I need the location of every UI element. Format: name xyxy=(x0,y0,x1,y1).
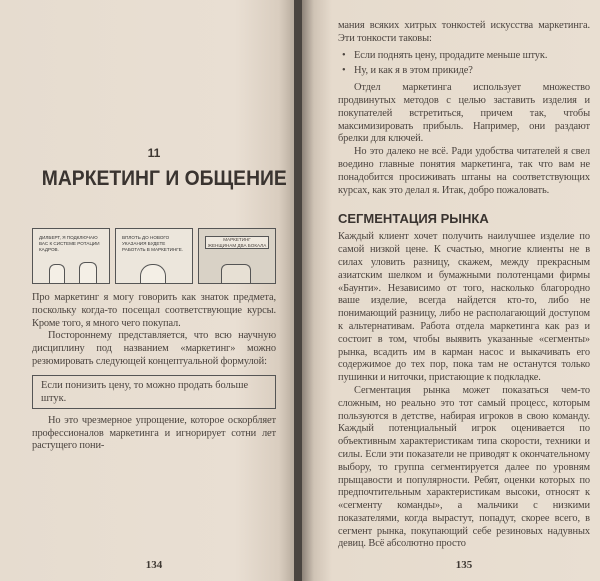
formula-box: Если понизить цену, то можно продать больше штук. xyxy=(32,375,276,409)
paragraph: Отдел маркетинга использует множество продвинутых методов с целью заставить изделия и покупателей встретиться, причем так, чтобы максимизировать прибыль. Например, они раздают брелки для ключей. xyxy=(338,82,590,145)
paragraph: Постороннему представляется, что всю научную дисциплину под названием «маркетинг» можно резюмировать следующей концептуальной формулой: xyxy=(32,330,276,367)
comic-panel-2 xyxy=(115,228,193,284)
right-body-text xyxy=(338,20,590,197)
book-gutter xyxy=(294,0,302,581)
paragraph: Про маркетинг я могу говорить как знаток предмета, поскольку когда-то посещал соответствующие курсы. Кроме того, я много чего покупал. xyxy=(32,292,276,329)
comic-sign xyxy=(205,236,269,249)
right-page xyxy=(302,0,600,581)
left-body-text-2 xyxy=(32,415,276,453)
comic-figure xyxy=(221,264,251,283)
page-number: 135 xyxy=(455,559,473,572)
comic-figure xyxy=(79,262,97,283)
comic-caption-1: ДИЛБЕРТ, Я ПОДКЛЮЧАЮ ВАС К СИСТЕМЕ РОТАЦИИ КАДРОВ. xyxy=(39,235,100,252)
page-number: 134 xyxy=(145,559,163,572)
section-title: СЕГМЕНТАЦИЯ РЫНКА xyxy=(338,211,489,227)
comic-panel-1 xyxy=(32,228,110,284)
left-page xyxy=(0,0,294,581)
bullet-item: • Ну, и как я в этом прикиде? xyxy=(338,65,590,78)
comic-sign-text: МАРКЕТИНГ xyxy=(223,237,251,242)
paragraph: мания всяких хитрых тонкостей искусства маркетинга. Эти тонкости таковы: xyxy=(338,20,590,44)
comic-figure xyxy=(140,264,166,283)
paragraph: Но это далеко не всё. Ради удобства читателей я свел воедино главные понятия маркетинга, так что вам не понадобится просиживать штаны на соответствующих курсах, как это делал я. Итак, добро пожаловать. xyxy=(338,146,590,196)
paragraph: Но это чрезмерное упрощение, которое оскорбляет профессионалов маркетинга и игнорирует сотни лет растущего пони- xyxy=(32,414,276,452)
bullet-item: • Если поднять цену, продадите меньше штук. xyxy=(338,50,590,63)
comic-figure xyxy=(49,264,65,283)
paragraph: Сегментация рынка может показаться чем-то сложным, но реально это тот самый процесс, которым пользуются в детстве, набирая игроков в свою команду. Каждый потенциальный игрок оценивается по объективным характеристикам типа скорости, техники и силы. Если эти показатели не приводят к окончательному выбору, то группа сегментируется далее по уровням прыщавости и популярности. Ребят, оценки которых по предпочтительным характеристикам высоки, относят к «сегменту команды», а мальчики с низкими показателями, когда вырастут, попадут, скорее всего, в сегмент рынка, покупающий себе резиновых надувных девиц. Всё абсолютно просто xyxy=(338,384,590,550)
section-body-text xyxy=(338,231,590,551)
chapter-number: 11 xyxy=(147,146,161,160)
comic-strip xyxy=(32,228,276,284)
comic-caption-2: ВПЛОТЬ ДО НОВОГО УКАЗАНИЯ БУДЕТЕ РАБОТАТЬ В МАРКЕТИНГЕ. xyxy=(122,235,184,252)
comic-sign-subtext: ЖЕНЩИНАМ ДВА БОКАЛА xyxy=(207,242,267,248)
bullet-list xyxy=(338,50,590,79)
comic-panel-3 xyxy=(198,228,276,284)
chapter-title: МАРКЕТИНГ И ОБЩЕНИЕ xyxy=(41,167,287,190)
paragraph: Каждый клиент хочет получить наилучшее изделие по самой низкой цене. К счастью, многие клиенты не в силах уловить разницу, скажем, между прекрасным азиатским шелком и бумажными полотенцами фирмы «Баунти». Независимо от того, насколько благородно ваше изделие, всегда найдется кто-то, либо не понимающий разницу, либо не располагающий доступом к альтернативам. Работа отдела маркетинга как раз и состоит в том, чтобы выявить указанные «сегменты» рынка, всадить им в карман насос и выкачивать его содержимое до тех пор, пока там не останутся только пушинки и ниточки, пристающие к подкладке. xyxy=(338,231,590,384)
left-body-text xyxy=(32,292,276,369)
